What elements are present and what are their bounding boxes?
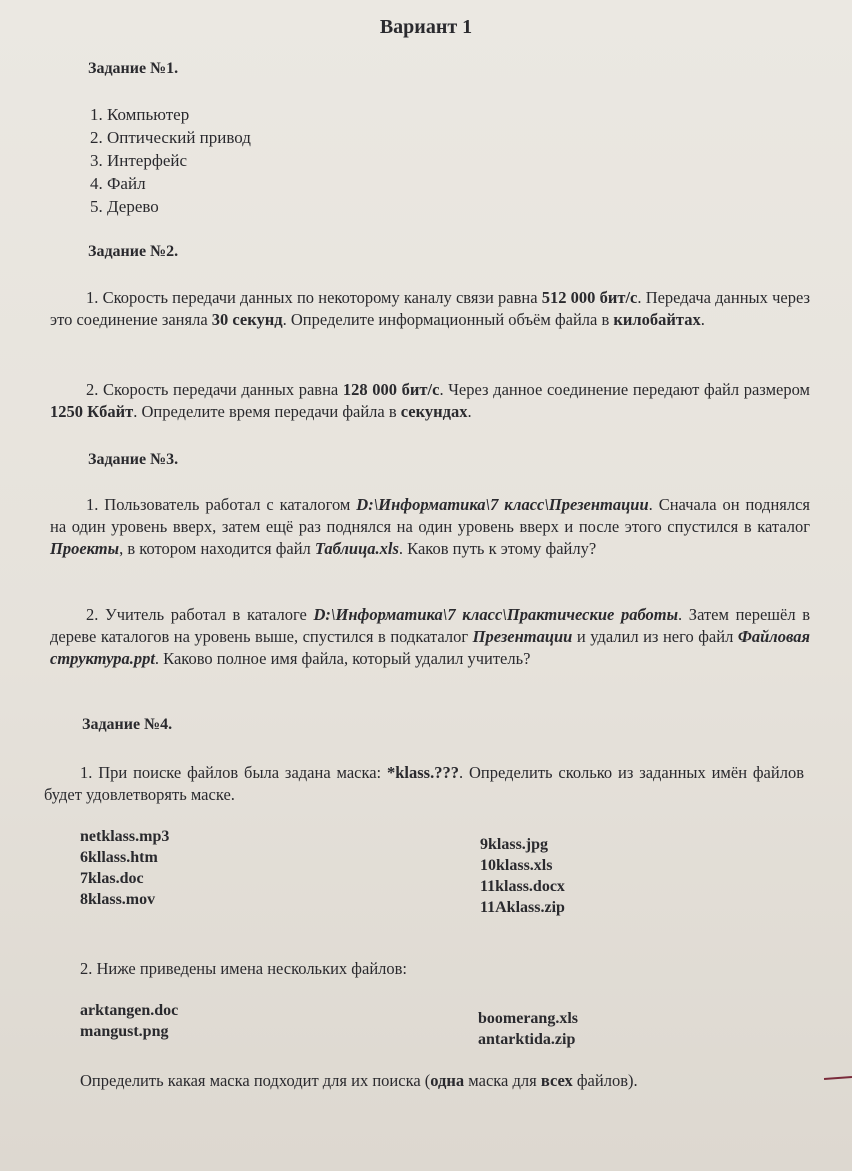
file-name: 7klas.doc	[80, 870, 144, 887]
task1-item-5: 5. Дерево	[90, 197, 159, 216]
task2-problem-2: 2. Скорость передачи данных равна 128 000 бит/с. Через данное соединение передают файл размером 1250 Кбайт. Определите время передачи файла в секундах.	[50, 380, 810, 421]
task1-item-3: 3. Интерфейс	[90, 151, 188, 170]
file-name: mangust.png	[80, 1023, 169, 1040]
file-name: arktangen.doc	[80, 1002, 179, 1019]
task4-files-list-2-right	[478, 1008, 578, 1050]
task4-problem-1: 1. При поиске файлов была задана маска: *klass.???. Определить сколько из заданных имён файлов будет удовлетворять маске.	[44, 763, 804, 804]
task4-files-list-1-right	[480, 834, 565, 918]
file-name: netklass.mp3	[80, 828, 170, 845]
file-name: 11klass.docx	[480, 878, 565, 895]
task1-item-4: 4. Файл	[90, 174, 146, 193]
task3-heading: Задание №3.	[88, 451, 179, 468]
page-title: Вариант 1	[379, 16, 473, 38]
task2-heading: Задание №2.	[88, 243, 179, 260]
file-name: 11Aklass.zip	[480, 899, 565, 916]
task1-item-2: 2. Оптический привод	[90, 128, 251, 147]
task1-heading: Задание №1.	[88, 60, 179, 77]
file-name: 6kllass.htm	[80, 849, 158, 866]
task4-files-list-1-left	[80, 826, 169, 910]
task4-problem-3: Определить какая маска подходит для их поиска (одна маска для всех файлов).	[80, 1071, 638, 1090]
file-name: 9klass.jpg	[480, 836, 549, 853]
file-name: antarktida.zip	[478, 1031, 576, 1048]
task2-problem-1: 1. Скорость передачи данных по некоторому каналу связи равна 512 000 бит/с. Передача данных через это соединение заняла 30 секунд. Определите информационный объём файла в килобайтах.	[50, 288, 810, 329]
task3-problem-1: 1. Пользователь работал с каталогом D:\Информатика\7 класс\Презентации. Сначала он поднялся на один уровень вверх, затем ещё раз поднялся на один уровень вверх и после этого спустился в каталог Проекты, в котором находится файл Таблица.xls. Каков путь к этому файлу?	[50, 495, 811, 558]
file-name: boomerang.xls	[478, 1010, 578, 1027]
file-name: 8klass.mov	[80, 891, 156, 908]
task4-heading: Задание №4.	[82, 716, 173, 733]
pen-mark	[824, 1076, 852, 1080]
task1-item-1: 1. Компьютер	[90, 105, 190, 124]
task4-problem-2: 2. Ниже приведены имена нескольких файлов:	[80, 959, 408, 978]
task4-files-list-2-left	[80, 1000, 178, 1042]
file-name: 10klass.xls	[480, 857, 553, 874]
task3-problem-2: 2. Учитель работал в каталоге D:\Информатика\7 класс\Практические работы. Затем перешёл в дереве каталогов на уровень выше, спустился в подкаталог Презентации и удалил из него файл Файловая структура.ppt. Каково полное имя файла, который удалил учитель?	[50, 605, 811, 668]
